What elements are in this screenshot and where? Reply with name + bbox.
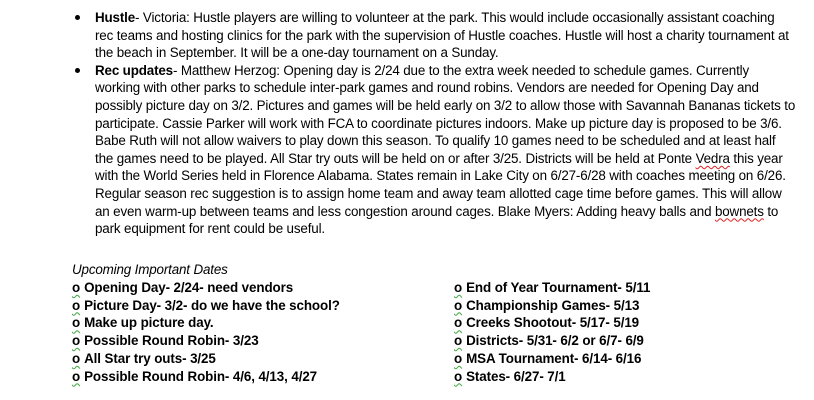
list-marker-icon: o (72, 368, 81, 384)
upcoming-dates-left-column (72, 279, 340, 385)
date-item-text: States- 6/27- 7/1 (466, 368, 566, 384)
date-item (72, 368, 340, 386)
list-marker-icon: o (454, 297, 463, 313)
list-marker-icon: o (72, 315, 81, 331)
date-item (72, 279, 340, 297)
date-item-text: All Star try outs- 3/25 (84, 350, 216, 366)
date-item-text: Opening Day- 2/24- need vendors (84, 280, 294, 295)
date-item-text: End of Year Tournament- 5/11 (466, 280, 651, 295)
bullet-body-part-1: Matthew Herzog: Opening day is 2/24 due to the extra week needed to schedule games. Currently working with other parks to schedule inter-park games and round robins. Vendors are needed for Opening Day and possibly picture day on 3/2. Pictures and games will be held early on 3/2 to allow those with Savannah Bananas tickets to participate. Cassie Parker will work with FCA to coordinate pictures indoors. Make up picture day is proposed to be 3/6. Babe Ruth will not allow waivers to play down this season. To qualify 10 games need to be scheduled and at least half the games need to be played. All Star try outs will be held on or after 3/25. Districts will be held at Ponte (95, 62, 796, 166)
heading-separator: - (135, 10, 143, 25)
list-marker-icon: o (72, 350, 81, 366)
date-item (72, 297, 340, 315)
list-marker-icon: o (72, 333, 81, 349)
meeting-notes-bullet-list (0, 9, 814, 238)
bullet-heading: Rec updates (95, 62, 173, 78)
list-marker-icon: o (454, 280, 463, 295)
list-marker-icon: o (72, 280, 81, 295)
date-item (454, 368, 650, 386)
date-item (72, 332, 340, 350)
list-marker-icon: o (454, 350, 463, 366)
date-item-text: Picture Day- 3/2- do we have the school? (84, 297, 340, 313)
date-item-text: MSA Tournament- 6/14- 6/16 (466, 350, 642, 366)
date-item (72, 314, 340, 332)
bullet-dot-icon (72, 9, 82, 27)
date-item-text: Districts- 5/31- 6/2 or 6/7- 6/9 (466, 333, 644, 349)
date-item-text: Creeks Shootout- 5/17- 5/19 (466, 315, 640, 331)
bullet-body-part-2: this year with the World Series held in Florence Alabama. States remain in Lake City on 6/27-6/28 with coaches meeting on 6/26. Regular season rec suggestion is to assign home team and away team allotted cage time before games. This will allow an even warm-up between teams and less congestion around cages. Blake Myers: Adding heavy balls and (95, 150, 786, 219)
spellcheck-flagged-word[interactable]: Vedra (695, 150, 730, 166)
date-item-text: Possible Round Robin- 3/23 (84, 333, 259, 349)
list-marker-icon: o (454, 315, 463, 331)
bullet-dot-icon (72, 62, 82, 80)
bullet-body-part-3: to park equipment for rent could be useful. (95, 203, 779, 237)
heading-separator: - (172, 62, 181, 78)
upcoming-dates-right-column (454, 279, 650, 385)
list-marker-icon: o (72, 297, 81, 313)
upcoming-dates-heading: Upcoming Important Dates (72, 262, 228, 277)
date-item-text: Championship Games- 5/13 (466, 297, 640, 313)
date-item (454, 332, 650, 350)
date-item (454, 297, 650, 315)
list-marker-icon: o (454, 333, 463, 349)
bullet-rec-updates (0, 62, 814, 238)
list-marker-icon: o (454, 368, 463, 384)
date-item-text: Possible Round Robin- 4/6, 4/13, 4/27 (84, 368, 318, 384)
date-item (72, 350, 340, 368)
date-item-text: Make up picture day. (84, 315, 214, 331)
date-item (454, 314, 650, 332)
date-item (454, 279, 650, 297)
bullet-heading: Hustle (95, 10, 136, 25)
date-item (454, 350, 650, 368)
bullet-hustle (0, 9, 814, 62)
spellcheck-flagged-word[interactable]: bownets (714, 203, 764, 219)
bullet-body: Victoria: Hustle players are willing to volunteer at the park. This would include occasionally assistant coaching rec teams and hosting clinics for the park with the supervision of Hustle coaches. Hustle will host a charity tournament at the beach in September. It will be a one-day tournament on a Sunday. (95, 10, 789, 61)
